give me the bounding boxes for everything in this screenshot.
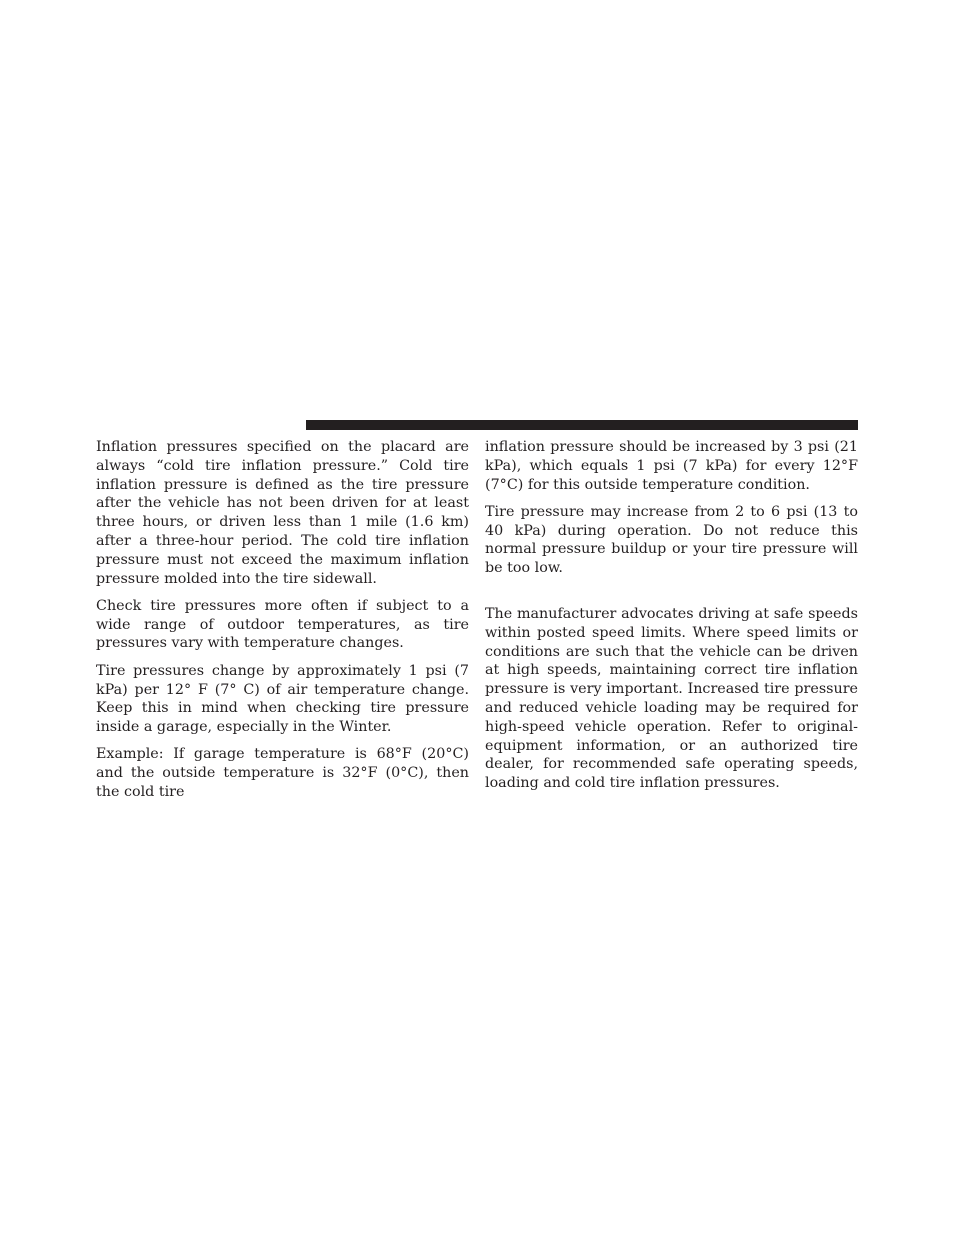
- section-header-bar: [306, 420, 858, 430]
- paragraph-high-speed-operation: The manufacturer advocates driving at safe speeds within posted speed limits. Where speed limits or conditions are such that the vehicle can be driven at high speeds, maintaining correct tire inflation pressure is very important. Increased tire pressure and reduced vehicle loading may be required for high-speed vehicle operation. Refer to original-equipment information, or an authorized tire dealer, for recommended safe operating speeds, loading and cold tire inflation pressures.: [485, 606, 858, 792]
- paragraph-example-continued: inflation pressure should be increased by 3 psi (21 kPa), which equals 1 psi (7 kPa) for every 12°F (7°C) for this outside temperature condition.: [485, 439, 858, 493]
- paragraph-check-pressure-often: Check tire pressures more often if subject to a wide range of outdoor temperatures, as tire pressures vary with temperature changes.: [96, 597, 469, 652]
- right-text-column: [485, 438, 858, 793]
- paragraph-cold-tire-pressure: Inflation pressures specified on the placard are always “cold tire inflation pressure.” Cold tire inflation pressure is defined as the tire pressure after the vehicle has not been driven for at least three hours, or driven less than 1 mile (1.6 km) after a three-hour period. The cold tire inflation pressure must not exceed the maximum inflation pressure molded into the tire sidewall.: [96, 439, 469, 587]
- paragraph-pressure-change-rate: Tire pressures change by approximately 1 psi (7 kPa) per 12° F (7° C) of air temperature change. Keep this in mind when checking tire pressure inside a garage, especially in the Winter.: [96, 662, 469, 736]
- paragraph-example-start: Example: If garage temperature is 68°F (20°C) and the outside temperature is 32°F (0°C), then the cold tire: [96, 746, 469, 801]
- paragraph-operating-pressure-increase: Tire pressure may increase from 2 to 6 psi (13 to 40 kPa) during operation. Do not reduce this normal pressure buildup or your tire pressure will be too low.: [485, 503, 858, 577]
- left-text-column: [96, 438, 469, 802]
